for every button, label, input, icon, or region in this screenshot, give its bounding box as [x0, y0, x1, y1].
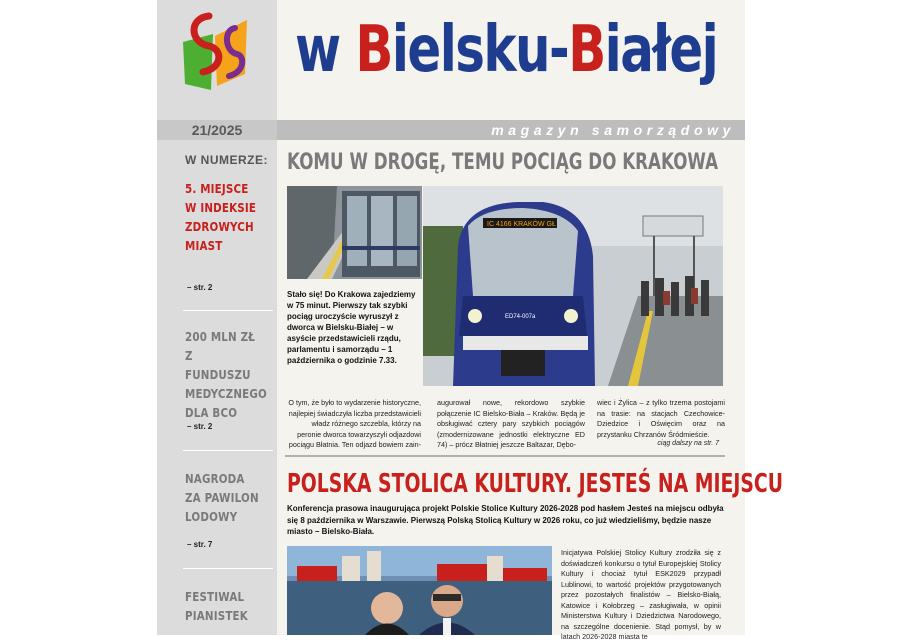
- article-column: O tym, że było to wydarzenie historyczne, najlepiej świadczyła liczba przedstawicieli władz różnego szczebla, którzy na peronie dworca towarzyszyli odjazdowi pociągu Błatnia. Ten odjazd bowiem zain-: [288, 398, 421, 450]
- sidebar-divider: [183, 450, 273, 451]
- sidebar-item-page: – str. 7: [187, 540, 213, 549]
- section-divider: [285, 455, 725, 457]
- sidebar-item-line: W INDEKSIE: [185, 201, 257, 215]
- sidebar-item-line: MEDYCZNEGO: [185, 387, 267, 401]
- article-column: wiec i Żylica – z tylko trzema postojami na trasie: na stacjach Czechowice-Dziedzice i Oświęcim oraz na przystanku Chrzanów Śródmieście.: [597, 398, 725, 439]
- sidebar-item-line: 200 MLN ZŁ: [185, 330, 256, 344]
- sidebar-item-line: FESTIWAL: [185, 590, 245, 604]
- sidebar-item-line: NAGRODA: [185, 472, 245, 486]
- article-column: Inicjatywa Polskiej Stolicy Kultury zrodziła się z doświadczeń konkursu o tytuł Europejskiej Stolicy Kultury i chociaż tytuł ESK2029 przypadł Lublinowi, to wartość projektów przygotowanych przez pozostałych finalistów – Bielsko-Białą, Katowice i Kołobrzeg – zasługiwała, w opinii Ministerstwa Kultury i Dziedzictwa Narodowego, na szczególne docenienie. Stąd pomysł, by w latach 2026-2028 miasta te: [561, 548, 721, 641]
- platform-photo: [287, 186, 422, 279]
- sidebar-item-line: ZDROWYCH: [185, 220, 254, 234]
- issue-number: 21/2025: [157, 120, 277, 140]
- sidebar-divider: [183, 568, 273, 569]
- sidebar-item-line: 5. MIEJSCE: [185, 182, 249, 196]
- sidebar-item-ice-pavilion[interactable]: [185, 470, 261, 527]
- sidebar-divider: [183, 310, 273, 311]
- masthead-part: iałej: [604, 13, 718, 87]
- article-headline[interactable]: POLSKA STOLICA KULTURY. JESTEŚ NA MIEJSCU: [287, 469, 783, 499]
- sidebar: [157, 0, 277, 635]
- article-column: augurował nowe, rekordowo szybkie połączenie IC Bielsko-Biała – Kraków. Będą je obsługiwać cztery pary szybkich pociągów (zmodernizowane jednostki elektryczne ED 74) – prócz Błatniej jeszcze Baltazar, Dębo-: [437, 398, 585, 450]
- train-photo: [423, 186, 723, 386]
- magazine-page: [157, 0, 783, 641]
- sidebar-item-piano-festival[interactable]: [185, 588, 261, 626]
- sidebar-item-page: – str. 2: [187, 422, 213, 431]
- masthead-letter: B: [568, 13, 605, 87]
- culture-photo: [287, 546, 552, 635]
- sidebar-item-page: – str. 2: [187, 283, 213, 292]
- sidebar-item-medical-fund[interactable]: [185, 328, 267, 423]
- article-lead: Stało się! Do Krakowa zajedziemy w 75 minut. Pierwszy tak szybki pociąg uroczyście wyruszył z dworca w Bielsku-Białej – w asyście przedstawicieli rządu, parlamentu i samorządu – 1 października o godzinie 7.33.: [287, 290, 416, 365]
- sidebar-item-line: LODOWY: [185, 510, 238, 524]
- article-lead: Konferencja prasowa inaugurująca projekt Polskie Stolice Kultury 2026-2028 pod hasłem Jesteś na miejscu odbyła się 8 października w Warszawie. Pierwszą Polską Stolicą Kultury w 2026 roku, co już wiedzieliśmy, będzie nasze miasto – Bielsko-Biała.: [287, 504, 724, 536]
- train-display-text: IC 4166 KRAKÓW GŁ: [487, 221, 556, 228]
- train-number-text: ED74-007a: [505, 314, 536, 320]
- continued-link[interactable]: ciąg dalszy na str. 7: [657, 440, 719, 447]
- article-headline[interactable]: KOMU W DROGĘ, TEMU POCIĄG DO KRAKOWA: [287, 150, 719, 175]
- sidebar-item-line: PIANISTEK: [185, 609, 248, 623]
- sidebar-item-line: Z FUNDUSZU: [185, 349, 251, 382]
- masthead-part: ielsku-: [391, 13, 569, 87]
- masthead-strapline: magazyn samorządowy: [277, 120, 745, 140]
- masthead-prefix: w: [295, 13, 356, 87]
- in-this-issue-heading: W NUMERZE:: [185, 153, 268, 167]
- masthead-title: [295, 2, 717, 98]
- sidebar-item-line: MIAST: [185, 239, 223, 253]
- city-logo-icon: [179, 12, 251, 94]
- sidebar-item-health-index[interactable]: [185, 180, 261, 256]
- masthead-letter: B: [355, 13, 392, 87]
- sidebar-item-line: ZA PAWILON: [185, 491, 259, 505]
- sidebar-item-line: DLA BCO: [185, 406, 238, 420]
